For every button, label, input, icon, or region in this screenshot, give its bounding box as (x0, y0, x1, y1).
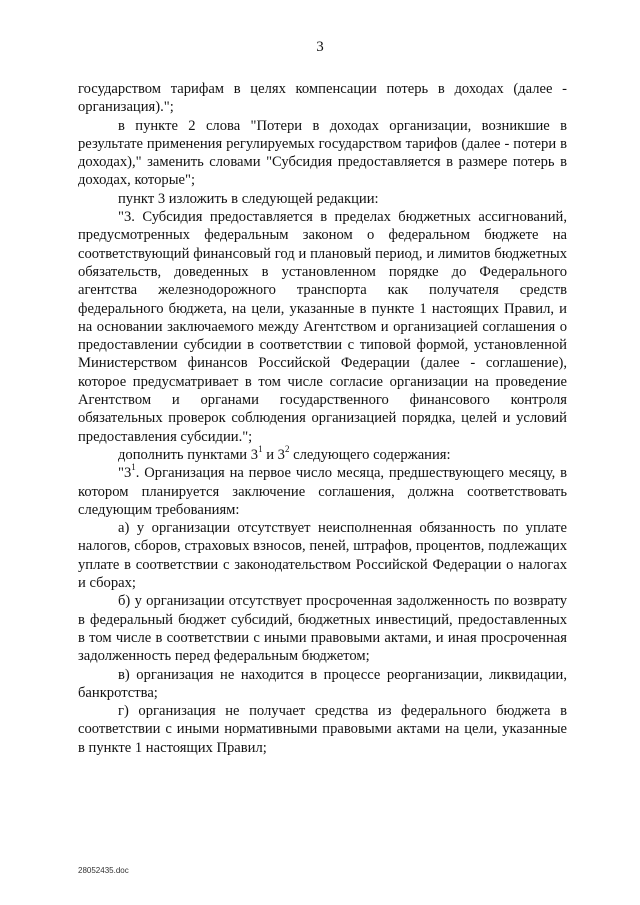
superscript: 1 (131, 462, 136, 473)
paragraph: в пункте 2 слова "Потери в доходах организации, возникшие в результате применения регулируемых государством тарифов (далее - потери в доходах)," заменить словами "Субсидия предоставляется в размере потерь в доходах, которые"; (78, 117, 567, 189)
file-name-footer: 28052435.doc (78, 866, 129, 875)
paragraph: б) у организации отсутствует просроченная задолженность по возврату в федеральный бюджет субсидий, бюджетных инвестиций, предоставленных в том числе в соответствии с иными правовыми актами, и иная просроченная задолженность перед федеральным бюджетом; (78, 593, 567, 665)
paragraph: а) у организации отсутствует неисполненная обязанность по уплате налогов, сборов, страховых взносов, пеней, штрафов, процентов, подлежащих уплате в соответствии с законодательством Российской Федерации о налогах и сборах; (78, 520, 567, 592)
paragraph (78, 464, 567, 519)
text-run: и 3 (262, 446, 285, 463)
superscript: 1 (258, 444, 263, 455)
document-body (78, 80, 567, 757)
paragraph: государством тарифам в целях компенсации потерь в доходах (далее - организация)."; (78, 81, 567, 116)
paragraph (78, 446, 567, 464)
text-run: "3 (118, 465, 132, 482)
paragraph: пункт 3 изложить в следующей редакции: (118, 190, 379, 207)
text-run: дополнить пунктами 3 (118, 446, 259, 463)
superscript: 2 (284, 444, 290, 455)
paragraph: г) организация не получает средства из федерального бюджета в соответствии с иными нормативными правовыми актами на цели, указанные в пункте 1 настоящих Правил; (78, 703, 567, 756)
paragraph: в) организация не находится в процессе реорганизации, ликвидации, банкротства; (78, 666, 567, 701)
text-run: следующего содержания: (289, 446, 451, 463)
paragraph: "3. Субсидия предоставляется в пределах бюджетных ассигнований, предусмотренных федеральным законом о федеральном бюджете на соответствующий финансовый год и плановый период, и лимитов бюджетных обязательств, доведенных в установленном порядке до Федерального агентства железнодорожного транспорта как получателя средств федерального бюджета, на цели, указанные в пункте 1 настоящих Правил, и на основании заключаемого между Агентством и организацией соглашения о предоставлении субсидии в соответствии с типовой формой, установленной Министерством финансов Российской Федерации (далее - соглашение), которое предусматривает в том числе согласие организации на проведение Агентством и органами государственного финансового контроля обязательных проверок соблюдения организацией порядка, целей и условий предоставления субсидии."; (78, 209, 567, 445)
page-number: 3 (316, 39, 324, 55)
text-run: . Организация на первое число месяца, предшествующего месяцу, в котором планируется заключение соглашения, должна соответствовать следующим требованиям: (78, 465, 567, 518)
